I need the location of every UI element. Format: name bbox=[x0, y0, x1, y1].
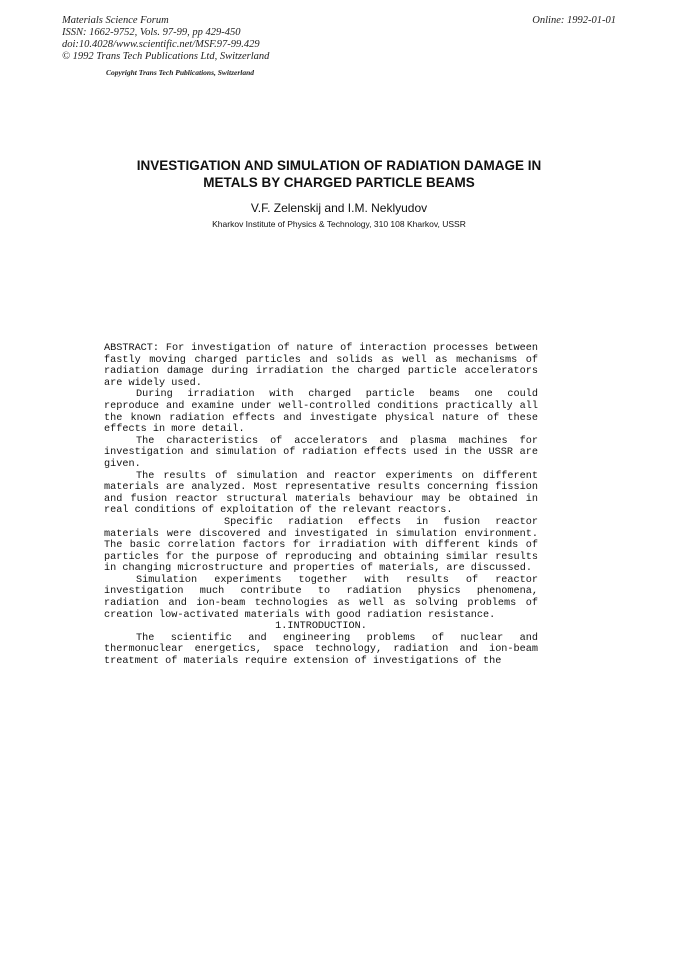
abstract-paragraph-4: The results of simulation and reactor experiments on different materials are analyzed. Most representative results concerning fission and fusion reactor structural materials behaviour may be obtained in real conditions of exploitation of the relevant reactors. bbox=[104, 470, 538, 517]
introduction-paragraph-1: The scientific and engineering problems of nuclear and thermonuclear energetics, space technology, radiation and ion-beam treatment of materials require extension of investigations of the bbox=[104, 632, 538, 668]
doi-line[interactable]: doi:10.4028/www.scientific.net/MSF.97-99.429 bbox=[62, 39, 260, 50]
copyright-line: © 1992 Trans Tech Publications Ltd, Switzerland bbox=[62, 51, 270, 62]
online-date: Online: 1992-01-01 bbox=[532, 15, 616, 26]
title-line-1: INVESTIGATION AND SIMULATION OF RADIATION DAMAGE IN bbox=[136, 158, 542, 173]
abstract-paragraph-1 bbox=[104, 343, 538, 389]
section-heading-introduction: 1.INTRODUCTION. bbox=[275, 621, 367, 633]
authors: V.F. Zelenskij and I.M. Neklyudov bbox=[250, 201, 428, 215]
paper-body bbox=[104, 343, 538, 668]
abstract-text-1: For investigation of nature of interaction processes between fastly moving charged particles and solids as well as mechanisms of radiation damage during irradiation the charged particle accelerators are widely used. bbox=[104, 343, 538, 389]
issn-line: ISSN: 1662-9752, Vols. 97-99, pp 429-450 bbox=[62, 27, 241, 38]
journal-header bbox=[62, 15, 269, 63]
abstract-paragraph-2: During irradiation with charged particle beams one could reproduce and examine under well-controlled conditions practically all the known radiation effects and investigate physical nature of these effects in more detail. bbox=[104, 389, 538, 436]
journal-name: Materials Science Forum bbox=[62, 15, 169, 26]
abstract-paragraph-3: The characteristics of accelerators and plasma machines for investigation and simulation of radiation effects used in the USSR are given. bbox=[104, 435, 538, 470]
title-line-2: METALS BY CHARGED PARTICLE BEAMS bbox=[203, 175, 475, 190]
abstract-label: ABSTRACT: bbox=[104, 343, 160, 354]
paper-title bbox=[100, 157, 578, 191]
abstract-paragraph-5: Specific radiation effects in fusion reactor materials were discovered and investigated in simulation environment. The basic correlation factors for irradiation with different kinds of particles for the purpose of reproducing and obtaining similar results in changing microstructure and properties of materials, are discussed. bbox=[104, 516, 538, 575]
copyright-small: Copyright Trans Tech Publications, Switzerland bbox=[106, 68, 255, 77]
affiliation: Kharkov Institute of Physics & Technology, 310 108 Kharkov, USSR bbox=[212, 219, 466, 229]
abstract-paragraph-6: Simulation experiments together with results of reactor investigation much contribute to radiation physics phenomena, radiation and ion-beam technologies as well as solving problems of creation low-activated materials with good radiation resistance. bbox=[104, 574, 538, 621]
